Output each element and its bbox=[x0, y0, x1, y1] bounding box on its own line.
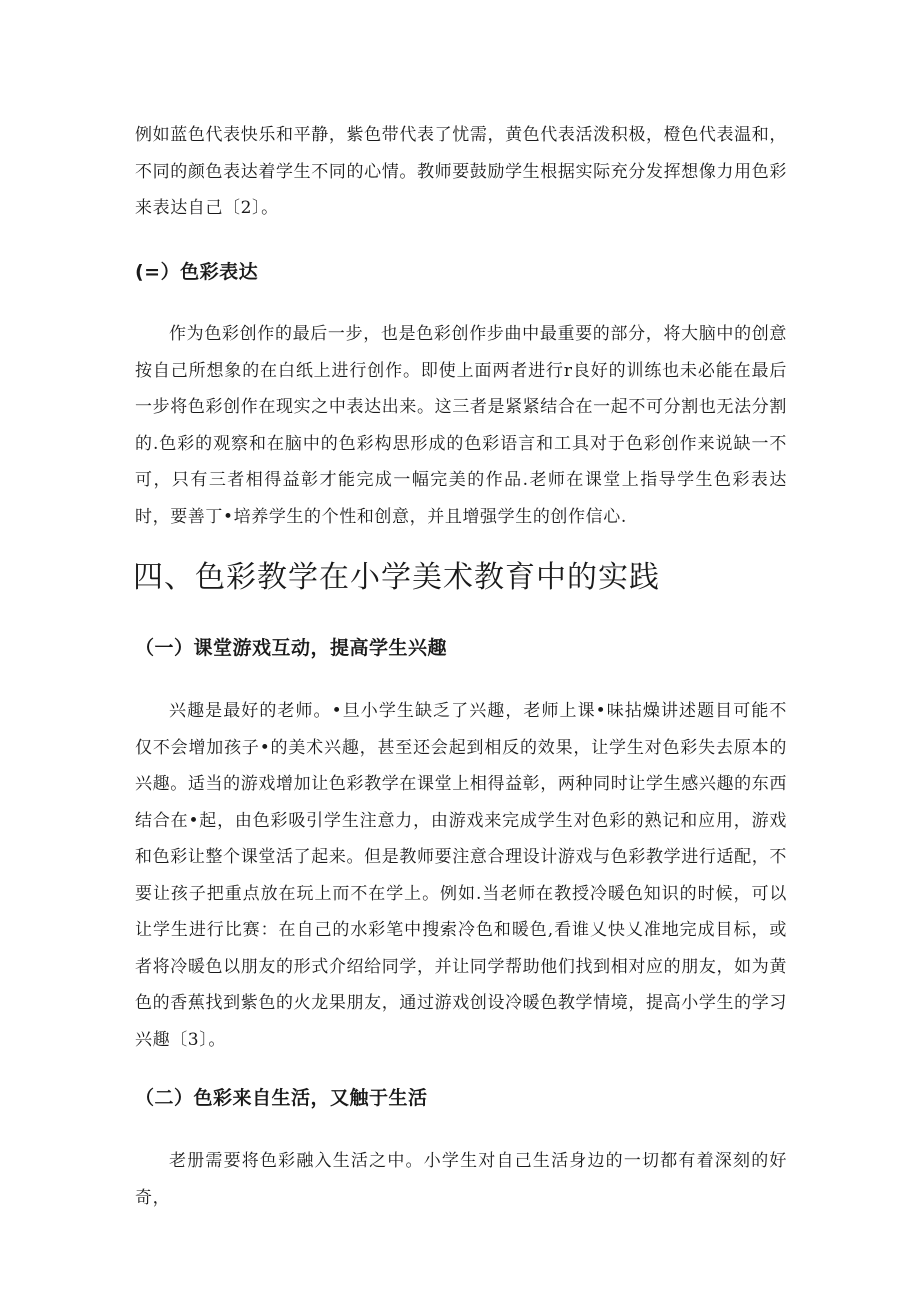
subheading-color-expression: (=）色彩表达 bbox=[135, 261, 259, 283]
paragraph-color-emotions: 例如蓝色代表快乐和平静，紫色带代表了忧需，黄色代表活泼积极，橙色代表温和，不同的颜色表达着学生不同的心情。教师要鼓励学生根据实际充分发挥想像力用色彩来表达自己〔2〕。 bbox=[135, 125, 787, 218]
paragraph-classroom-games: 兴趣是最好的老师。•旦小学生缺乏了兴趣，老师上课•味拈燥讲述题目可能不仅不会增加孩子•的美术兴趣，甚至还会起到相反的效果，让学生对色彩失去原本的兴趣。适当的游戏增加让色彩教学在课堂上相得益彰，两种同时让学生感兴趣的东西结合在•起，由色彩吸引学生注意力，由游戏来完成学生对色彩的熟记和应用，游戏和色彩让整个课堂活了起来。但是教师要注意合理设计游戏与色彩教学进行适配，不要让孩子把重点放在玩上而不在学上。例如.当老师在教授冷暖色知识的时候，可以让学生进行比赛：在自己的水彩笔中搜索冷色和暖色,看谁乂快乂准地完成目标，或者将冷暖色以朋友的形式介绍给同学，并让同学帮助他们找到相对应的朋友，如为黄色的香蕉找到紫色的火龙果朋友，通过游戏创设冷暖色教学情境，提高小学生的学习兴趣〔3〕。 bbox=[135, 701, 787, 1050]
subheading-color-from-life: （二）色彩来自生活，又触于生活 bbox=[135, 1087, 428, 1109]
subheading-classroom-games: （一）课堂游戏互动，提高学生兴趣 bbox=[135, 637, 448, 659]
paragraph-color-from-life: 老册需要将色彩融入生活之中。小学生对自己生活身边的一切都有着深刻的好奇， bbox=[135, 1151, 787, 1208]
section-title-practice: 四、色彩教学在小学美术教育中的实践 bbox=[133, 560, 660, 595]
paragraph-color-expression: 作为色彩创作的最后一步，也是色彩创作步曲中最重要的部分，将大脑中的创意按自己所想象的在白纸上进行创作。即使上面两者进行r良好的训练也未必能在最后一步将色彩创作在现实之中表达出来。这三者是紧紧结合在一起不可分割也无法分割的.色彩的观察和在脑中的色彩构思形成的色彩语言和工具对于色彩创作来说缺一不可，只有三者相得益彰才能完成一幅完美的作品.老师在课堂上指导学生色彩表达时，要善丁•培养学生的个性和创意，并且增强学生的创作信心. bbox=[135, 324, 787, 527]
